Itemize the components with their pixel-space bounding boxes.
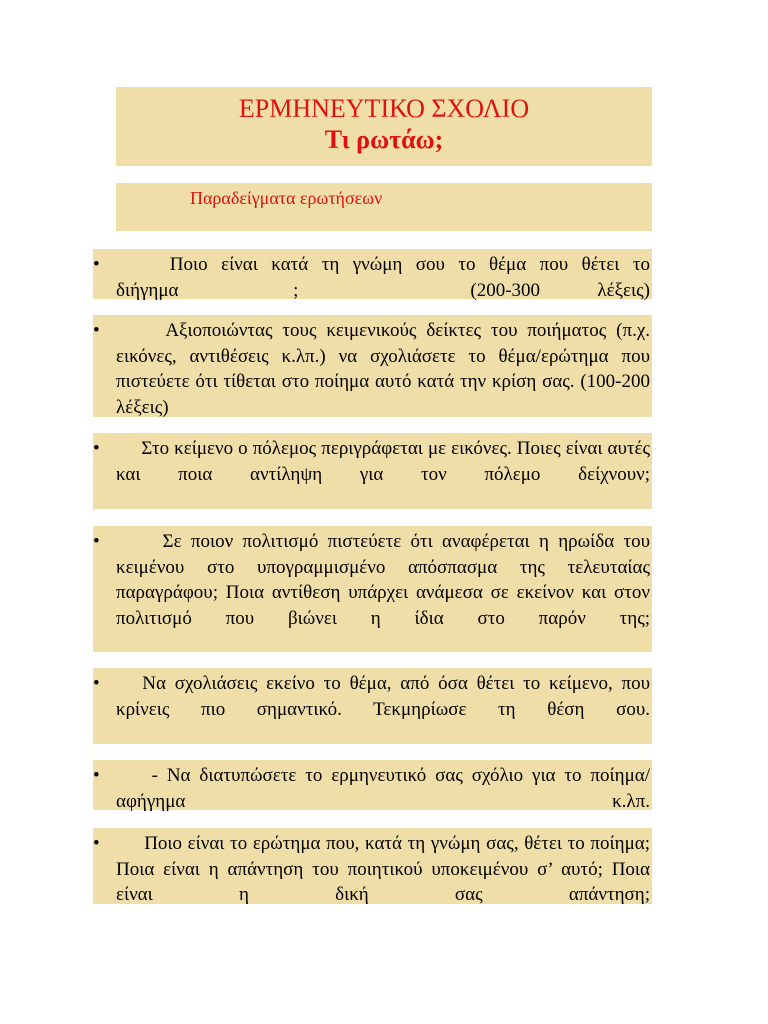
subtitle-box (116, 183, 652, 231)
question-item-4 (93, 526, 652, 652)
bullet-icon: • (93, 833, 100, 854)
title-box (116, 87, 652, 166)
section-heading: Παραδείγματα ερωτήσεων (190, 188, 383, 208)
bullet-icon: • (93, 531, 100, 552)
bullet-icon: • (93, 765, 100, 786)
document-title: ΕΡΜΗΝΕΥΤΙΚΟ ΣΧΟΛΙΟ (238, 94, 530, 123)
question-text: Ποιο είναι το ερώτημα που, κατά τη γνώμη σας, θέτει το ποίημα; Ποια είναι η απάντηση του ποιητικού υποκειμένου σ’ αυτό; Ποια είναι η δική σας απάντηση; (116, 833, 650, 905)
question-item-7 (93, 828, 652, 904)
question-item-2 (93, 315, 652, 417)
question-text: Να σχολιάσεις εκείνο το θέμα, από όσα θέτει το κείμενο, που κρίνεις πιο σημαντικό. Τεκμηρίωσε τη θέση σου. (116, 673, 650, 720)
question-item-1 (93, 249, 652, 299)
question-item-5 (93, 668, 652, 744)
question-text: Στο κείμενο ο πόλεμος περιγράφεται με εικόνες. Ποιες είναι αυτές και ποια αντίληψη για τον πόλεμο δείχνουν; (116, 438, 650, 485)
question-text: - Να διατυπώσετε το ερμηνευτικό σας σχόλιο για το ποίημα/αφήγημα κ.λπ. (116, 765, 650, 812)
bullet-icon: • (93, 673, 100, 694)
question-text: Αξιοποιώντας τους κειμενικούς δείκτες του ποιήματος (π.χ. εικόνες, αντιθέσεις κ.λπ.) να σχολιάσετε το θέμα/ερώτημα που πιστεύετε ότι τίθεται στο ποίημα αυτό κατά την κρίση σας. (100-200 λέξεις) (116, 320, 650, 418)
question-text: Ποιο είναι κατά τη γνώμη σου το θέμα που θέτει το διήγημα ; (200-300 λέξεις) (116, 254, 650, 301)
question-item-6 (93, 760, 652, 810)
question-text: Σε ποιον πολιτισμό πιστεύετε ότι αναφέρεται η ηρωίδα του κειμένου στο υπογραμμισμένο απόσπασμα της τελευταίας παραγράφου; Ποια αντίθεση υπάρχει ανάμεσα σε εκείνον και στον πολιτισμό που βιώνει η ίδια στο παρόν της; (116, 531, 650, 629)
bullet-icon: • (93, 438, 100, 459)
bullet-icon: • (93, 254, 100, 275)
bullet-icon: • (93, 320, 100, 341)
document-subtitle-question: Τι ρωτάω; (324, 125, 444, 154)
question-item-3 (93, 433, 652, 509)
